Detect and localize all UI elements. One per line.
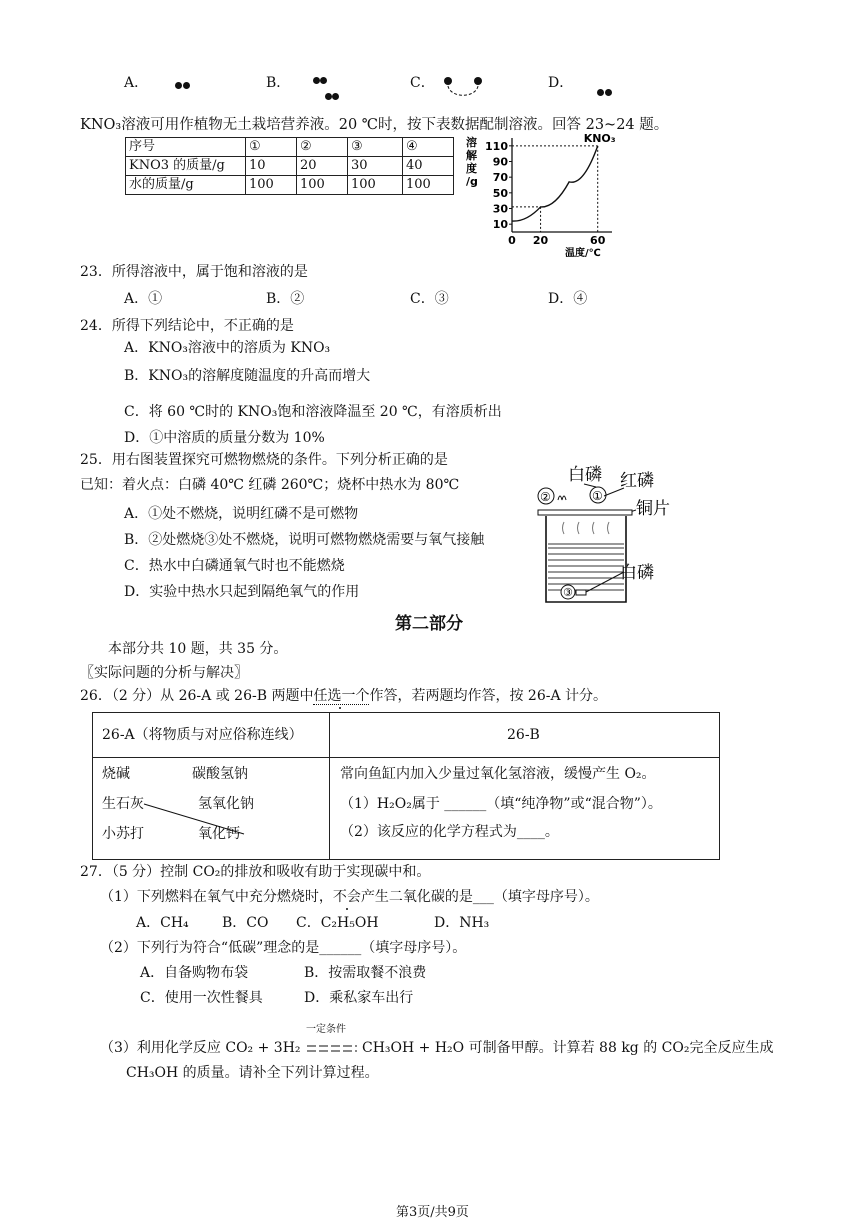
y-tick-label: 70 xyxy=(492,171,508,185)
table-cell: 10 xyxy=(246,157,297,176)
series-line-kno3 xyxy=(512,146,598,221)
q26b-header: 26-B xyxy=(507,727,540,743)
white-phosphorus-bottom-label: 白磷 xyxy=(620,563,654,583)
beaker xyxy=(546,516,626,602)
table-cell: 100 xyxy=(403,176,454,195)
q27-p1-option: A．CH₄ xyxy=(136,915,189,931)
q26a-right-item: 氧化钙 xyxy=(198,826,240,842)
molecule-d xyxy=(597,84,612,101)
part2-note: 本部分共 10 题，共 35 分。 xyxy=(108,641,288,657)
molecule-a xyxy=(175,77,190,94)
q27-p2-option: D．乘私家车出行 xyxy=(304,990,414,1006)
copper-sheet-label: 铜片 xyxy=(636,499,670,519)
solubility-chart xyxy=(462,132,622,260)
q23-option-b: B．② xyxy=(266,291,305,307)
marker-3: ③ xyxy=(563,586,573,599)
table-cell: 100 xyxy=(246,176,297,195)
q26a-right-item: 氢氧化钠 xyxy=(198,796,254,812)
q26a-right-item: 碳酸氢钠 xyxy=(192,766,248,782)
q27-p1-option: C．C₂H₅OH xyxy=(296,915,379,931)
q27-part3-c: CH₃OH 的质量。请补全下列计算过程。 xyxy=(126,1065,379,1081)
y-tick-label: 110 xyxy=(485,139,508,153)
q25-stem: 25．用右图装置探究可燃物燃烧的条件。下列分析正确的是 xyxy=(80,452,448,468)
q27-part3-b: CH₃OH + H₂O 可制备甲醇。计算若 88 kg 的 CO₂完全反应生成 xyxy=(362,1040,774,1056)
q27-part1-text: （1）下列燃料在氧气中充分燃烧时， xyxy=(100,889,333,905)
q22-option-d: D． xyxy=(548,75,574,91)
q23-stem: 23．所得溶液中，属于饱和溶液的是 xyxy=(80,264,308,280)
reaction-arrow xyxy=(306,1044,358,1054)
q27-part1-emphasis: 不会 xyxy=(332,889,361,905)
q23-option-d: D．④ xyxy=(548,291,588,307)
x-tick-label: 60 xyxy=(590,234,606,247)
y-tick-label: 90 xyxy=(492,155,508,169)
kno3-table xyxy=(125,137,454,195)
molecule-c xyxy=(440,72,486,102)
y-tick-label: 30 xyxy=(492,202,508,216)
table-cell: 100 xyxy=(348,176,403,195)
q26a-left-item: 烧碱 xyxy=(102,766,130,782)
q27-part3-a: （3）利用化学反应 CO₂ + 3H₂ xyxy=(100,1040,301,1056)
q23-option-a: A．① xyxy=(124,291,163,307)
page-footer: 第3页/共9页 xyxy=(396,1205,469,1220)
section-heading: 〖实际问题的分析与解决〗 xyxy=(80,665,248,681)
table-cell: ③ xyxy=(348,138,403,157)
q26-stem xyxy=(80,688,607,705)
q27-part1 xyxy=(100,889,599,906)
matching-line xyxy=(140,800,250,840)
series-label: KNO₃ xyxy=(583,132,616,145)
q22-option-b: B． xyxy=(266,75,291,91)
q26a-header: 26-A（将物质与对应俗称连线） xyxy=(102,727,303,743)
q26-stem-part: 作答，若两题均作答，按 26-A 计分。 xyxy=(369,688,608,704)
q25-option-b: B．②处燃烧③处不燃烧，说明可燃物燃烧需要与氧气接触 xyxy=(124,532,485,548)
part2-title: 第二部分 xyxy=(395,614,463,634)
table-cell: ④ xyxy=(403,138,454,157)
y-axis-label-4: /g xyxy=(466,175,478,188)
table-cell: ② xyxy=(297,138,348,157)
copper-sheet xyxy=(538,510,632,515)
table-cell: 40 xyxy=(403,157,454,176)
q26a-left-item: 小苏打 xyxy=(102,826,144,842)
marker-1: ① xyxy=(592,489,603,503)
table-divider xyxy=(329,712,330,859)
marker-2: ② xyxy=(540,490,551,504)
table-cell: 序号 xyxy=(126,138,246,157)
q26b-line: 常向鱼缸内加入少量过氧化氢溶液，缓慢产生 O₂。 xyxy=(340,766,656,782)
q26-emphasis: 任选一个 xyxy=(313,688,370,704)
q25-option-c: C．热水中白磷通氧气时也不能燃烧 xyxy=(124,558,345,574)
red-phosphorus-label: 红磷 xyxy=(620,471,654,491)
y-axis-label-1: 溶 xyxy=(466,136,477,149)
x-axis-label: 温度/℃ xyxy=(565,248,601,259)
table-row xyxy=(126,138,454,157)
q27-p2-option: B．按需取餐不浪费 xyxy=(304,965,427,981)
q23-option-c: C．③ xyxy=(410,291,449,307)
q24-option-b: B．KNO₃的溶解度随温度的升高而增大 xyxy=(124,368,371,384)
leader-line xyxy=(586,572,624,592)
molecule-b xyxy=(313,77,343,103)
table-row xyxy=(126,176,454,195)
steam-icon xyxy=(563,522,610,534)
table-cell: KNO3 的质量/g xyxy=(126,157,246,176)
leader-line xyxy=(604,488,624,496)
q26b-line: （1）H₂O₂属于 ______（填“纯净物”或“混合物”）。 xyxy=(340,796,662,812)
table-cell: 水的质量/g xyxy=(126,176,246,195)
white-phosphorus-top-label: 白磷 xyxy=(568,465,602,485)
table-cell: 20 xyxy=(297,157,348,176)
q27-p2-option: A．自备购物布袋 xyxy=(140,965,249,981)
y-tick-label: 10 xyxy=(492,218,508,232)
white-phosphorus-sample xyxy=(576,590,586,595)
q27-stem: 27．（5 分）控制 CO₂的排放和吸收有助于实现碳中和。 xyxy=(80,864,431,880)
q24-stem: 24．所得下列结论中，不正确的是 xyxy=(80,318,294,334)
table-divider xyxy=(92,757,719,758)
reaction-condition: 一定条件 xyxy=(306,1024,346,1035)
q25-option-a: A．①处不燃烧，说明红磷不是可燃物 xyxy=(124,506,359,522)
q26-stem-part: 26．（2 分）从 26-A 或 26-B 两题中 xyxy=(80,688,314,704)
y-axis-label-3: 度 xyxy=(466,162,477,175)
flame-icon xyxy=(558,496,566,500)
kno3-intro: KNO₃溶液可用作植物无土栽培营养液。20 ℃时，按下表数据配制溶液。回答 23~24 题。 xyxy=(80,117,669,133)
q27-p2-option: C．使用一次性餐具 xyxy=(140,990,263,1006)
table-cell: 30 xyxy=(348,157,403,176)
q24-option-d: D．①中溶质的质量分数为 10% xyxy=(124,430,325,446)
table-cell: ① xyxy=(246,138,297,157)
q27-p1-option: D．NH₃ xyxy=(434,915,490,931)
q27-part2: （2）下列行为符合“低碳”理念的是______（填字母序号）。 xyxy=(100,940,467,956)
table-row xyxy=(126,157,454,176)
y-axis-label-2: 解 xyxy=(466,149,477,162)
q26b-line: （2）该反应的化学方程式为____。 xyxy=(340,824,559,840)
q25-option-d: D．实验中热水只起到隔绝氧气的作用 xyxy=(124,584,360,600)
q22-option-a: A． xyxy=(124,75,149,91)
q27-p1-option: B．CO xyxy=(222,915,269,931)
q22-option-c: C． xyxy=(410,75,435,91)
q27-part1-text: 产生二氧化碳的是___（填字母序号）。 xyxy=(360,889,599,905)
combustion-apparatus-figure xyxy=(524,462,674,608)
table-cell: 100 xyxy=(297,176,348,195)
q25-known: 已知：着火点：白磷 40℃ 红磷 260℃；烧杯中热水为 80℃ xyxy=(80,477,460,493)
x-tick-label: 20 xyxy=(532,234,549,247)
q24-option-c: C．将 60 ℃时的 KNO₃饱和溶液降温至 20 ℃，有溶质析出 xyxy=(124,404,502,420)
q26a-left-item: 生石灰 xyxy=(102,796,144,812)
y-tick-label: 50 xyxy=(492,186,508,200)
q24-option-a: A．KNO₃溶液中的溶质为 KNO₃ xyxy=(124,340,331,356)
x-tick-label: 0 xyxy=(508,234,516,247)
